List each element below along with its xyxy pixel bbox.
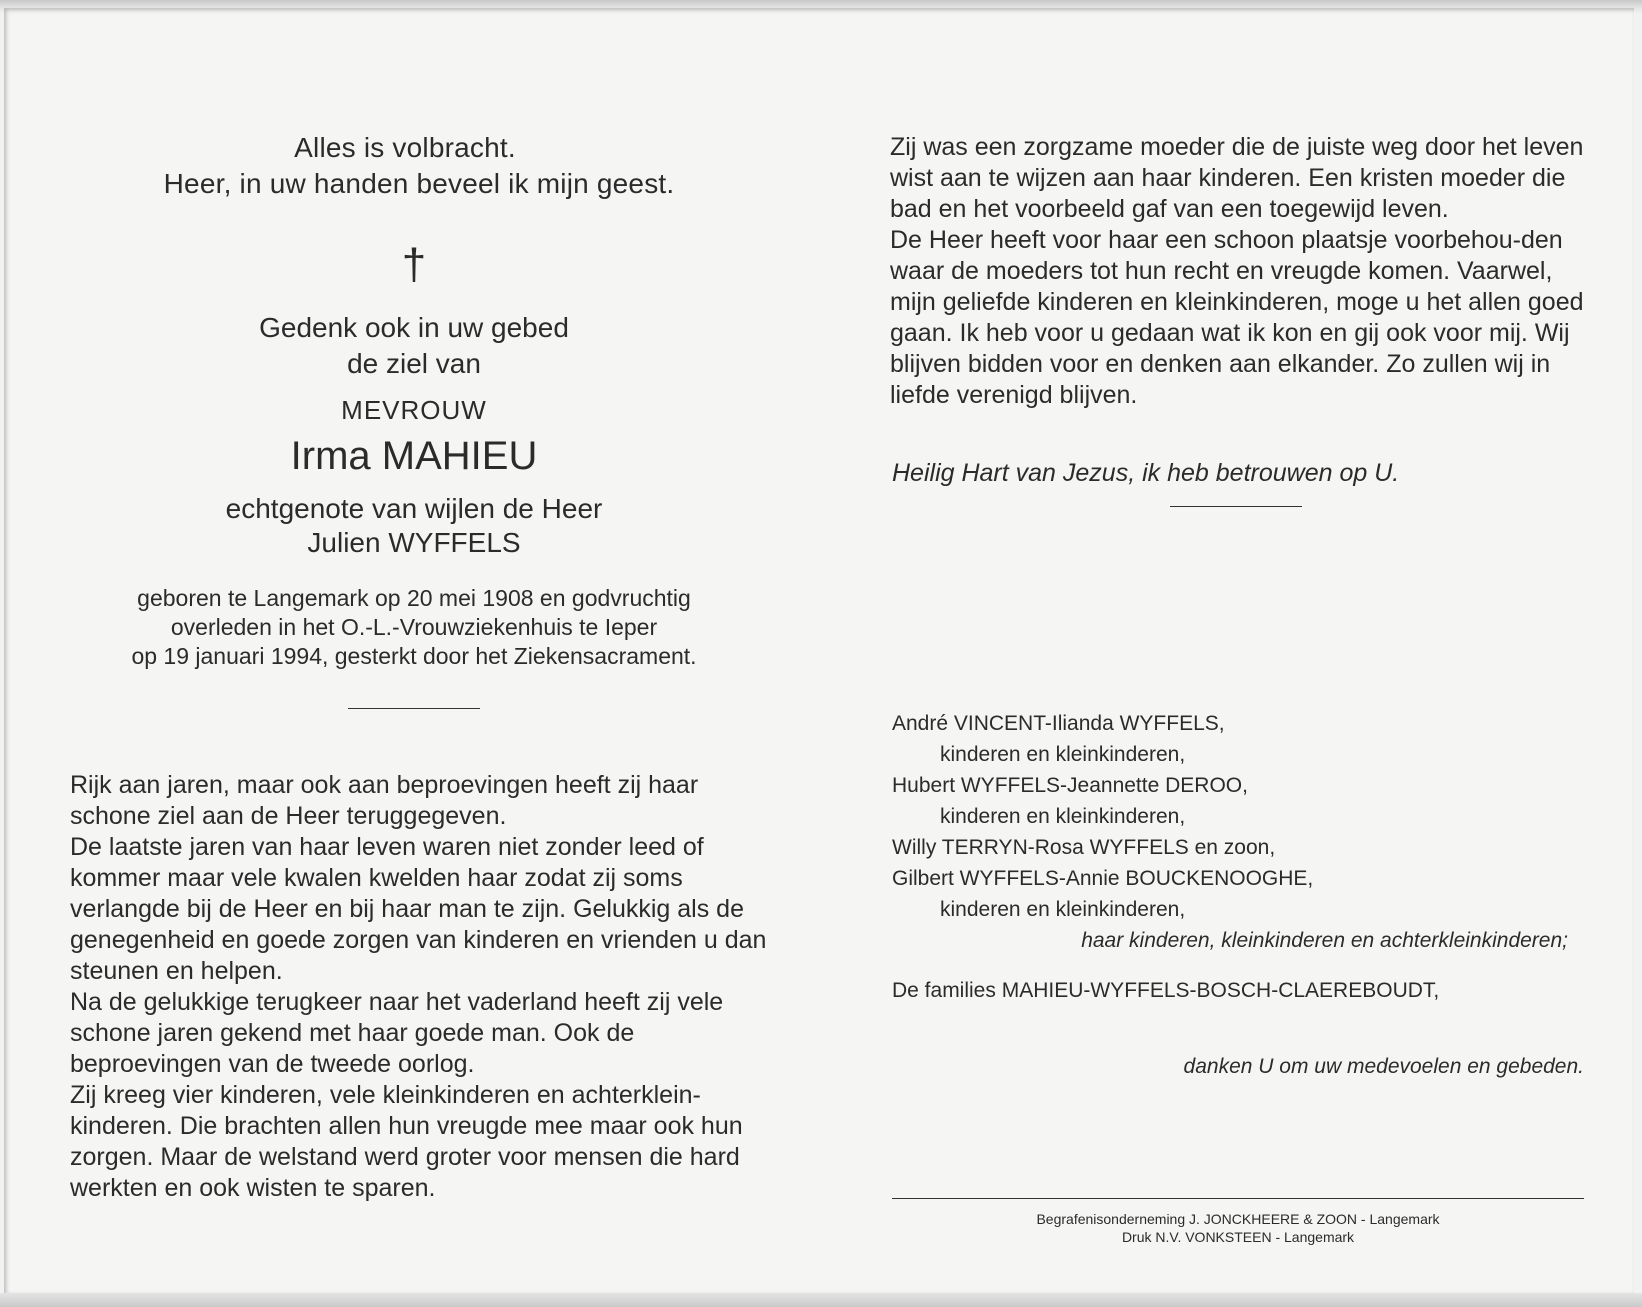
- family-line: Gilbert WYFFELS-Annie BOUCKENOOGHE,: [892, 867, 1314, 890]
- paragraph: Zij was een zorgzame moeder die de juiste weg door het leven wist aan te wijzen aan haar kinderen. Een kristen moeder die bad en het voorbeeld gaf van een toegewijd leven.: [890, 133, 1584, 223]
- footer-divider: [892, 1198, 1584, 1199]
- spouse-line: echtgenote van wijlen de Heer: [225, 493, 603, 524]
- divider: [348, 708, 480, 709]
- family-line: Willy TERRYN-Rosa WYFFELS en zoon,: [892, 836, 1276, 859]
- thanks-line: danken U om uw medevoelen en gebeden.: [1183, 1055, 1584, 1078]
- family-list: [892, 708, 1592, 956]
- right-panel: [884, 8, 1594, 1298]
- farewell-text: [890, 132, 1590, 411]
- left-panel: [64, 8, 767, 1298]
- cross-icon: †: [401, 240, 427, 289]
- remember-text: [64, 310, 764, 382]
- birth-death-details: [64, 584, 764, 671]
- imprint: [892, 1210, 1584, 1246]
- spouse-text: [64, 492, 764, 560]
- paragraph: Zij kreeg vier kinderen, vele kleinkinderen en achterklein-kinderen. Die brachten allen hun vreugde mee maar ook hun zorgen. Maar de welstand werd groter voor mensen die hard werkten en ook wisten te sparen.: [70, 1081, 743, 1202]
- paragraph: De laatste jaren van haar leven waren niet zonder leed of kommer maar vele kwalen kwelden haar zodat zij soms verlangde bij de Heer en bij haar man te zijn. Gelukkig als de genegenheid en goede zorgen van kinderen en vrienden u dan steunen en helpen.: [70, 833, 767, 985]
- remember-line: de ziel van: [347, 348, 481, 379]
- family-line: Hubert WYFFELS-Jeannette DEROO,: [892, 774, 1248, 797]
- memorial-card: [4, 8, 1634, 1293]
- family-line: kinderen en kleinkinderen,: [940, 898, 1186, 921]
- family-line: kinderen en kleinkinderen,: [940, 743, 1186, 766]
- family-line: haar kinderen, kleinkinderen en achterkleinkinderen;: [1081, 929, 1568, 952]
- details-line: geboren te Langemark op 20 mei 1908 en godvruchtig: [137, 585, 691, 611]
- details-line: op 19 januari 1994, gesterkt door het Ziekensacrament.: [131, 643, 697, 669]
- families-line: De families MAHIEU-WYFFELS-BOSCH-CLAEREBOUDT,: [892, 979, 1440, 1002]
- paragraph: Na de gelukkige terugkeer naar het vaderland heeft zij vele schone jaren gekend met haar goede man. Ook de beproevingen van de tweede oorlog.: [70, 988, 724, 1078]
- family-line: kinderen en kleinkinderen,: [940, 805, 1186, 828]
- opening-verse: [114, 130, 724, 202]
- verse-line: Heer, in uw handen beveel ik mijn geest.: [163, 168, 675, 199]
- remember-line: Gedenk ook in uw gebed: [259, 312, 569, 343]
- closing-prayer: Heilig Hart van Jezus, ik heb betrouwen op U.: [892, 459, 1400, 487]
- imprint-line: Druk N.V. VONKSTEEN - Langemark: [1121, 1229, 1355, 1245]
- life-story: [70, 770, 770, 1204]
- paragraph: De Heer heeft voor haar een schoon plaatsje voorbehou-den waar de moeders tot hun recht en vreugde komen. Vaarwel, mijn geliefde kinderen en kleinkinderen, moge u het allen goed gaan. Ik heb voor u gedaan wat ik kon en gij ook voor mij. Wij blijven bidden voor en denken aan elkander. Zo zullen wij in liefde verenigd blijven.: [890, 226, 1584, 409]
- details-line: overleden in het O.-L.-Vrouwziekenhuis te Ieper: [170, 614, 658, 640]
- verse-line: Alles is volbracht.: [294, 132, 516, 163]
- spouse-line: Julien WYFFELS: [307, 527, 521, 558]
- paragraph: Rijk aan jaren, maar ook aan beproevingen heeft zij haar schone ziel aan de Heer teruggegeven.: [70, 771, 699, 830]
- family-line: André VINCENT-Ilianda WYFFELS,: [892, 712, 1225, 735]
- deceased-name: Irma MAHIEU: [290, 434, 538, 478]
- honorific: MEVROUW: [341, 395, 487, 425]
- divider: [1170, 506, 1302, 507]
- scan-bottom-edge: [0, 1293, 1642, 1307]
- imprint-line: Begrafenisonderneming J. JONCKHEERE & ZOON - Langemark: [1036, 1211, 1440, 1227]
